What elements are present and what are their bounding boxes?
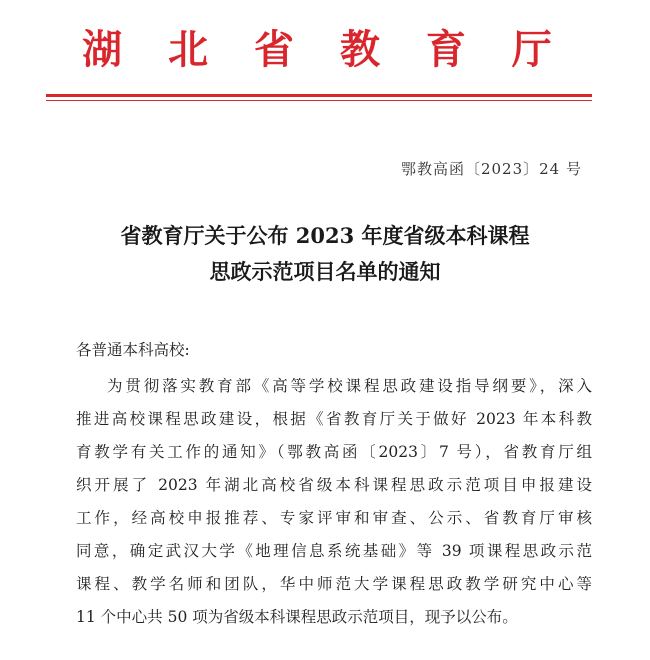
letterhead-divider-thin <box>46 100 592 101</box>
body-line: 同意，确定武汉大学《地理信息系统基础》等 39 项课程思政示范 <box>76 542 592 560</box>
body-line: 推进高校课程思政建设，根据《省教育厅关于做好 2023 年本科教 <box>76 410 592 428</box>
document-title <box>0 218 650 290</box>
body-line: 11 个中心共 50 项为省级本科课程思政示范项目，现予以公布。 <box>76 608 518 626</box>
body-line: 为贯彻落实教育部《高等学校课程思政建设指导纲要》，深入 <box>107 377 592 395</box>
body-line: 课程、教学名师和团队，华中师范大学课程思政教学研究中心等 <box>76 575 592 593</box>
document-number: 鄂教高函〔2023〕24 号 <box>400 160 582 178</box>
letterhead-divider-thick <box>46 94 592 97</box>
body-line: 织开展了 2023 年湖北高校省级本科课程思政示范项目申报建设 <box>76 476 592 494</box>
document-title-line-2: 思政示范项目名单的通知 <box>209 259 441 284</box>
body-line: 育教学有关工作的通知》（鄂教高函〔2023〕7 号），省教育厅组 <box>76 443 592 461</box>
document-title-line-1: 省教育厅关于公布 2023 年度省级本科课程 <box>120 223 530 248</box>
salutation: 各普通本科高校: <box>76 341 190 359</box>
body-line: 工作，经高校申报推荐、专家评审和审查、公示、省教育厅审核 <box>76 509 592 527</box>
org-letterhead-title: 湖 北 省 教 育 厅 <box>82 26 568 73</box>
body-paragraph <box>76 370 592 634</box>
